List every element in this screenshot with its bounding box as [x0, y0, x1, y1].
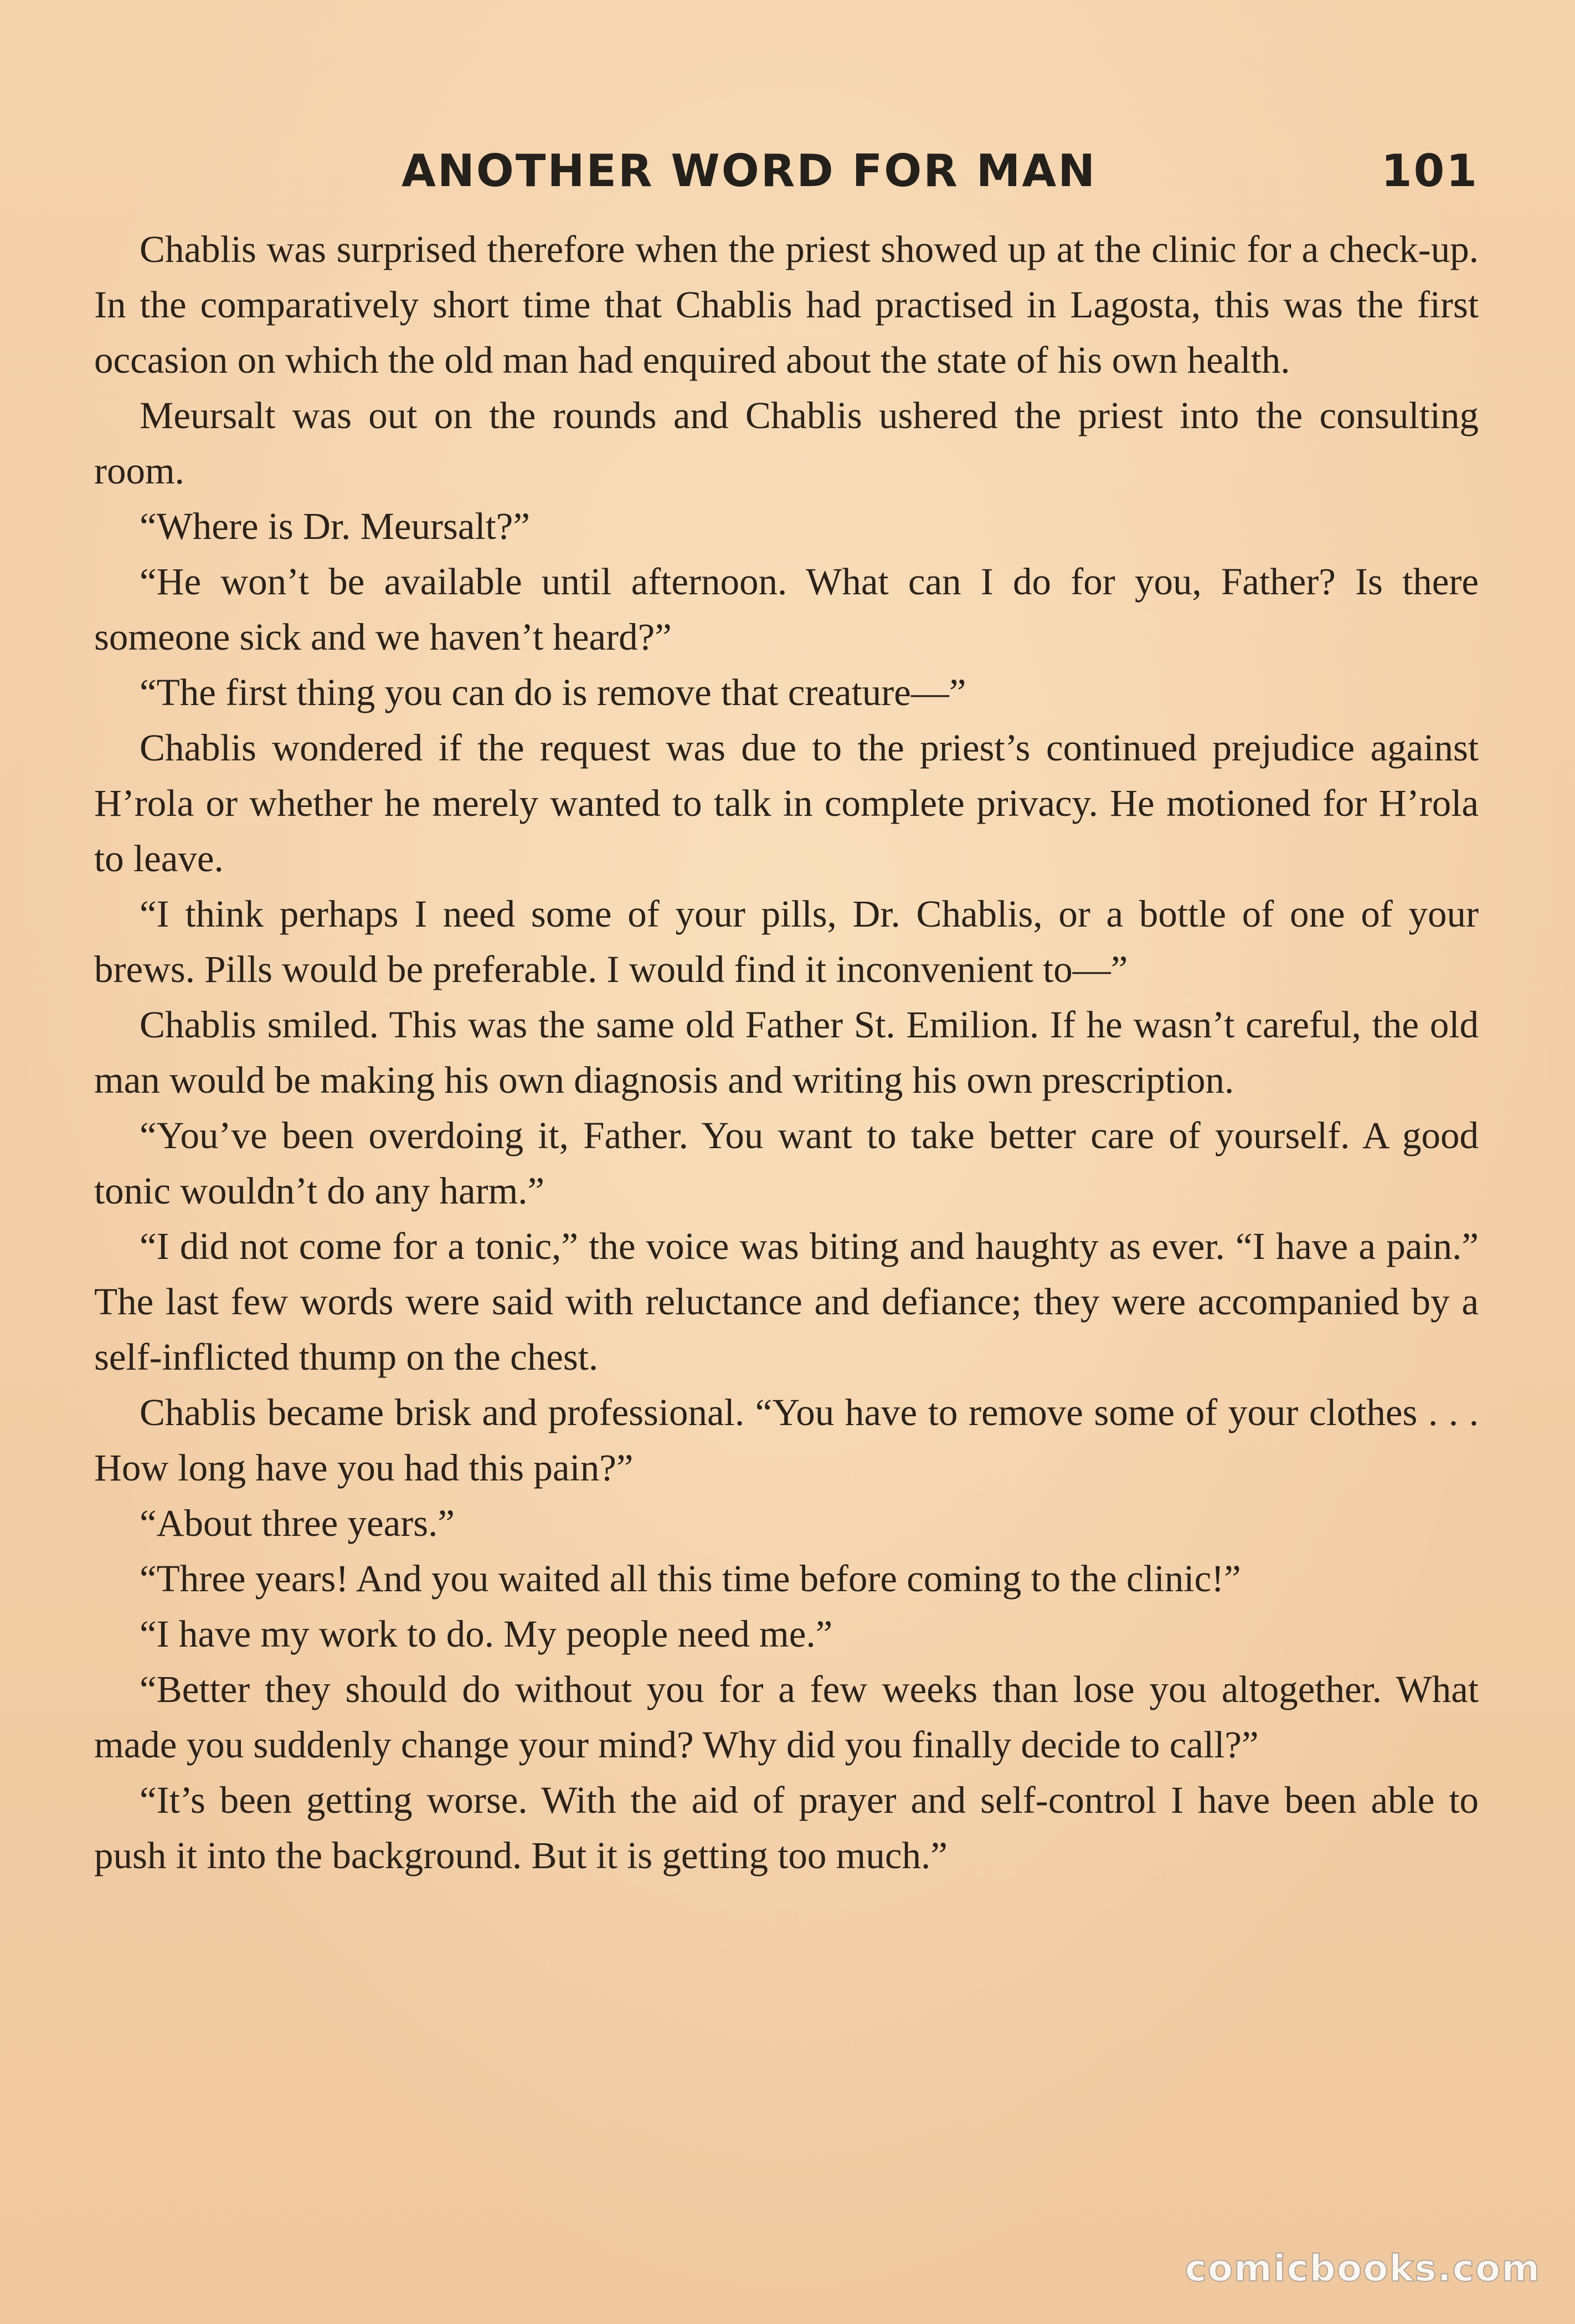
paragraph: “Better they should do without you for a few weeks than lose you altogether. What made you suddenly change your mind? Why did you finally decide to call?”	[94, 1668, 1479, 1766]
paragraph: “About three years.”	[140, 1502, 455, 1544]
paragraph: Chablis was surprised therefore when the priest showed up at the clinic for a check-up. In the comparatively short time that Chablis had practised in Lagosta, this was the first occasion on which the old man had enquired about the state of his own health.	[94, 228, 1479, 381]
page-number: 101	[1381, 145, 1479, 197]
body-text	[94, 222, 1479, 1883]
paragraph: Chablis became brisk and professional. “You have to remove some of your clothes . . . How long have you had this pain?”	[94, 1391, 1479, 1489]
paragraph: “I think perhaps I need some of your pills, Dr. Chablis, or a bottle of one of your brews. Pills would be preferable. I would find it inconvenient to—”	[94, 893, 1479, 990]
running-head	[94, 145, 1479, 206]
watermark: comicbooks.com	[1185, 2247, 1541, 2290]
running-title: ANOTHER WORD FOR MAN	[402, 145, 1097, 197]
paragraph: “I did not come for a tonic,” the voice was biting and haughty as ever. “I have a pain.” The last few words were said with reluctance and defiance; they were accompanied by a self-inflicted thump on the chest.	[94, 1225, 1479, 1378]
paragraph: Meursalt was out on the rounds and Chablis ushered the priest into the consulting room.	[94, 394, 1479, 492]
paragraph: “Three years! And you waited all this time before coming to the clinic!”	[140, 1557, 1241, 1600]
paragraph: “The first thing you can do is remove that creature—”	[140, 671, 966, 713]
paragraph: “He won’t be available until afternoon. What can I do for you, Father? Is there someone sick and we haven’t heard?”	[94, 561, 1479, 658]
paragraph: “You’ve been overdoing it, Father. You want to take better care of yourself. A good tonic wouldn’t do any harm.”	[94, 1114, 1479, 1212]
paragraph: “I have my work to do. My people need me.”	[140, 1613, 833, 1655]
paragraph: Chablis wondered if the request was due to the priest’s continued prejudice against H’rola or whether he merely wanted to talk in complete privacy. He motioned for H’rola to leave.	[94, 727, 1479, 880]
paragraph: Chablis smiled. This was the same old Father St. Emilion. If he wasn’t careful, the old man would be making his own diagnosis and writing his own prescription.	[94, 1004, 1479, 1101]
paragraph: “Where is Dr. Meursalt?”	[140, 505, 531, 547]
paragraph: “It’s been getting worse. With the aid of prayer and self-control I have been able to push it into the background. But it is getting too much.”	[94, 1779, 1479, 1876]
